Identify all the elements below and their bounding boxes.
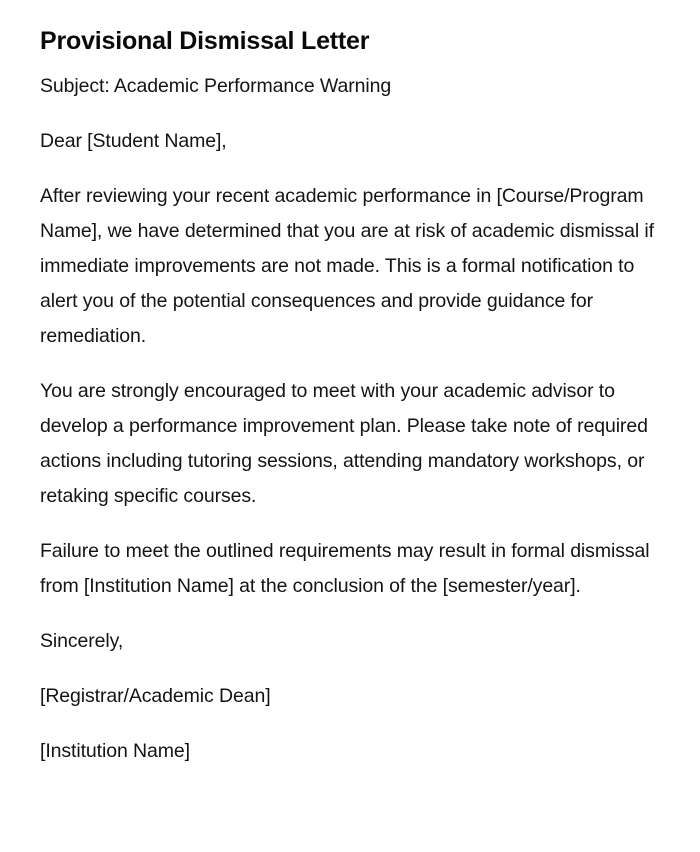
body-paragraph-3: Failure to meet the outlined requirements may result in formal dismissal from [Institution Name] at the conclusion of the [semester/year]. (40, 540, 650, 597)
signer-title: [Registrar/Academic Dean] (40, 685, 271, 707)
document-title: Provisional Dismissal Letter (40, 27, 370, 55)
salutation: Dear [Student Name], (40, 130, 227, 152)
body-paragraph-1: After reviewing your recent academic performance in [Course/Program Name], we have determined that you are at risk of academic dismissal if immediate improvements are not made. This is a formal notification to alert you of the potential consequences and provide guidance for remediation. (40, 185, 654, 347)
closing: Sincerely, (40, 630, 124, 652)
institution-name: [Institution Name] (40, 740, 190, 762)
body-paragraph-2: You are strongly encouraged to meet with your academic advisor to develop a performance improvement plan. Please take note of required actions including tutoring sessions, attending mandatory workshops, or retaking specific courses. (40, 380, 648, 507)
subject-line: Subject: Academic Performance Warning (40, 75, 392, 97)
